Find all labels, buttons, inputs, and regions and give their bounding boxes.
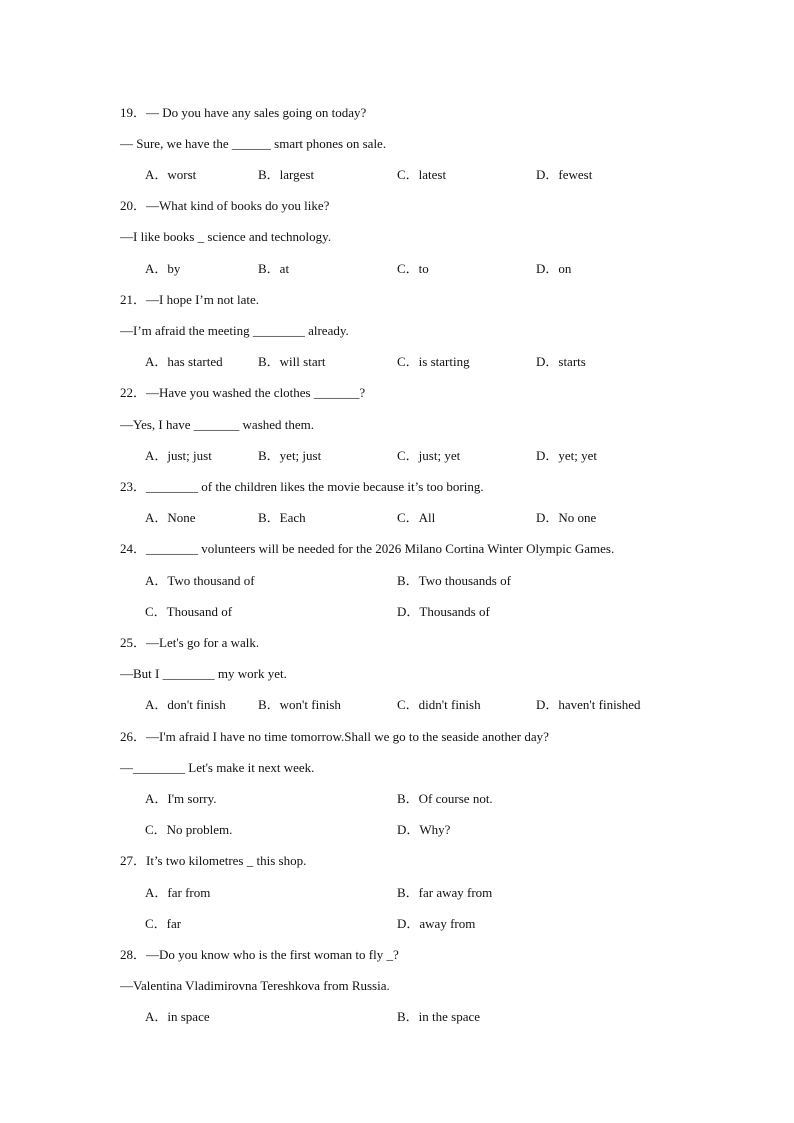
question-21-reply: —I’m afraid the meeting ________ already. xyxy=(120,323,349,338)
question-21-option-c: C．is starting xyxy=(397,354,470,369)
question-22-option-b: B．yet; just xyxy=(258,448,322,463)
question-25-option-a: A．don't finish xyxy=(145,697,226,712)
question-23-option-c: C．All xyxy=(397,510,436,525)
question-24-stem: 24．________ volunteers will be needed for the 2026 Milano Cortina Winter Olympic Games. xyxy=(120,541,615,556)
question-28-option-a: A．in space xyxy=(145,1009,210,1024)
question-26-option-d: D．Why? xyxy=(397,822,451,837)
question-26-option-a: A．I'm sorry. xyxy=(145,791,217,806)
question-26-stem: 26．—I'm afraid I have no time tomorrow.Shall we go to the seaside another day? xyxy=(120,729,549,744)
question-24-option-c: C．Thousand of xyxy=(145,604,233,619)
question-20-option-a: A．by xyxy=(145,261,181,276)
question-22-option-c: C．just; yet xyxy=(397,448,461,463)
question-27-option-b: B．far away from xyxy=(397,885,493,900)
question-24-option-d: D．Thousands of xyxy=(397,604,490,619)
question-19-option-b: B．largest xyxy=(258,167,315,182)
question-28-option-b: B．in the space xyxy=(397,1009,481,1024)
question-21-option-d: D．starts xyxy=(536,354,586,369)
question-27-option-d: D．away from xyxy=(397,916,476,931)
question-19-reply: — Sure, we have the ______ smart phones on sale. xyxy=(120,136,387,151)
question-25-option-b: B．won't finish xyxy=(258,697,341,712)
question-27-option-c: C．far xyxy=(145,916,182,931)
question-25-reply: —But I ________ my work yet. xyxy=(120,666,287,681)
question-20-reply: —I like books _ science and technology. xyxy=(120,229,332,244)
question-22-option-d: D．yet; yet xyxy=(536,448,598,463)
question-21-stem: 21．—I hope I’m not late. xyxy=(120,292,259,307)
question-26-option-c: C．No problem. xyxy=(145,822,233,837)
question-25-stem: 25．—Let's go for a walk. xyxy=(120,635,260,650)
question-20-option-b: B．at xyxy=(258,261,290,276)
question-24-option-b: B．Two thousands of xyxy=(397,573,511,588)
question-25-option-c: C．didn't finish xyxy=(397,697,481,712)
question-25-option-d: D．haven't finished xyxy=(536,697,641,712)
question-22-option-a: A．just; just xyxy=(145,448,212,463)
question-23-option-a: A．None xyxy=(145,510,196,525)
question-19-option-a: A．worst xyxy=(145,167,197,182)
question-20-stem: 20．—What kind of books do you like? xyxy=(120,198,330,213)
question-19-option-d: D．fewest xyxy=(536,167,593,182)
question-19-stem: 19．— Do you have any sales going on today? xyxy=(120,105,367,120)
question-20-option-c: C．to xyxy=(397,261,429,276)
question-23-option-b: B．Each xyxy=(258,510,306,525)
question-26-option-b: B．Of course not. xyxy=(397,791,493,806)
question-19-option-c: C．latest xyxy=(397,167,447,182)
question-28-stem: 28．—Do you know who is the first woman to fly _? xyxy=(120,947,399,962)
question-23-stem: 23．________ of the children likes the movie because it’s too boring. xyxy=(120,479,484,494)
question-28-reply: —Valentina Vladimirovna Tereshkova from Russia. xyxy=(120,978,390,993)
question-24-option-a: A．Two thousand of xyxy=(145,573,255,588)
question-26-reply: —________ Let's make it next week. xyxy=(120,760,315,775)
question-27-option-a: A．far from xyxy=(145,885,211,900)
question-22-reply: —Yes, I have _______ washed them. xyxy=(120,417,315,432)
question-21-option-b: B．will start xyxy=(258,354,326,369)
question-22-stem: 22．—Have you washed the clothes _______? xyxy=(120,385,366,400)
question-23-option-d: D．No one xyxy=(536,510,597,525)
question-20-option-d: D．on xyxy=(536,261,572,276)
question-21-option-a: A．has started xyxy=(145,354,223,369)
question-27-stem: 27．It’s two kilometres _ this shop. xyxy=(120,853,307,868)
